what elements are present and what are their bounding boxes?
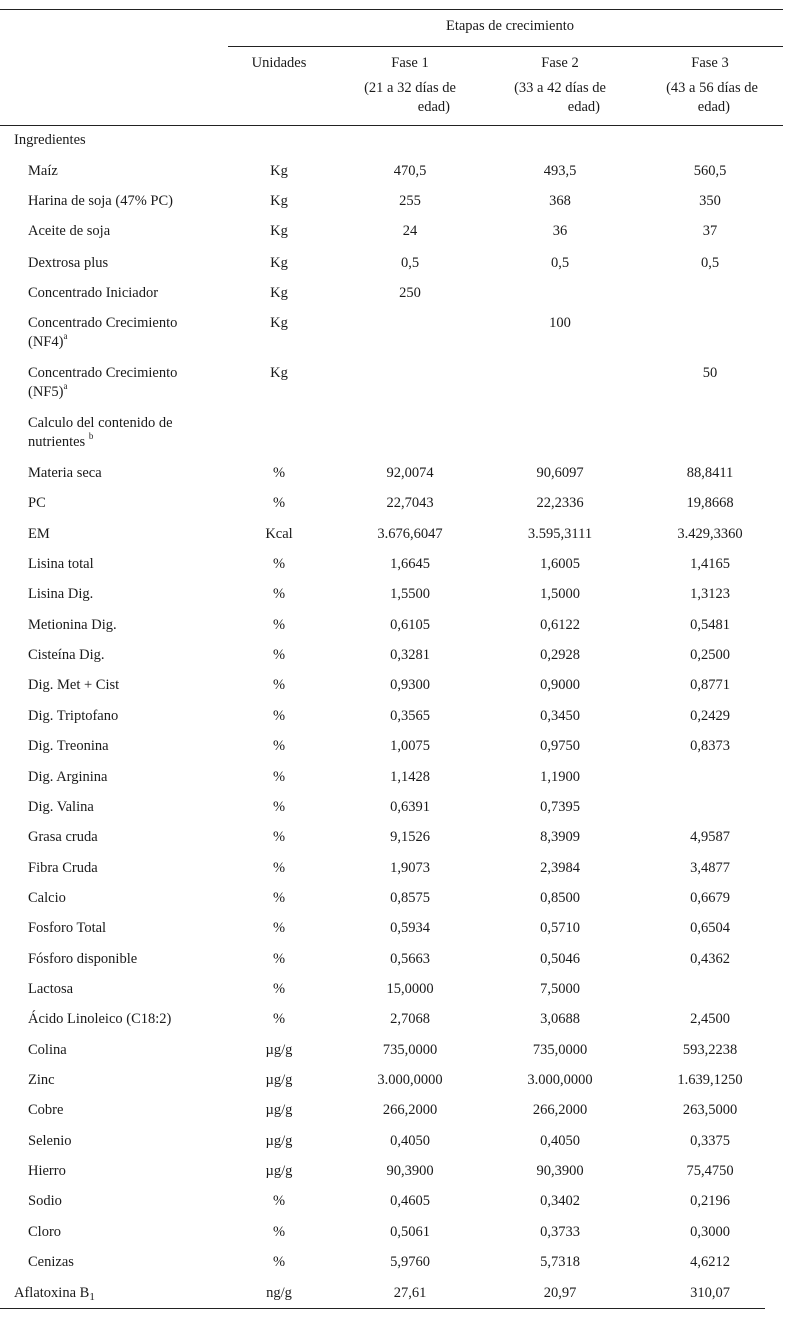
nutrients-row-name: Hierro xyxy=(28,1163,66,1180)
nutrients-row-phase-3: 0,2500 xyxy=(690,647,730,664)
nutrients-row-phase-1: 1,6645 xyxy=(390,556,430,573)
nutrients-row-unit: µg/g xyxy=(265,1102,293,1119)
nutrients-row-unit: % xyxy=(272,647,286,664)
nutrients-row-phase-3: 263,5000 xyxy=(682,1102,738,1119)
nutrients-row-phase-2: 1,5000 xyxy=(540,586,580,603)
nutrients-row-phase-3: 0,6679 xyxy=(690,889,730,906)
nutrients-row-phase-1: 266,2000 xyxy=(382,1102,438,1119)
nutrients-row-phase-3: 0,8373 xyxy=(690,738,730,755)
nutrients-row-name: Dig. Valina xyxy=(28,798,94,815)
nutrients-row-phase-1: 0,5663 xyxy=(390,950,430,967)
aflatoxin-name: Aflatoxina $B_1$ xyxy=(14,1285,95,1303)
nutrients-row-unit: µg/g xyxy=(265,1163,293,1180)
nutrients-row-unit: Kcal xyxy=(265,525,293,542)
phase-1-range-cont: edad) xyxy=(417,99,450,115)
ingredients-row-name: Concentrado Iniciador xyxy=(28,285,159,301)
growth-stages-title: Etapas de crecimiento xyxy=(445,18,575,34)
nutrients-row-unit: % xyxy=(272,1223,286,1240)
concentrate-nf4-phase-2: 100 xyxy=(549,315,571,331)
phase-3-header: Fase 3 xyxy=(691,55,729,71)
nutrients-row-phase-3: 593,2238 xyxy=(682,1041,738,1058)
nutrients-row-phase-2: 0,3450 xyxy=(540,707,580,724)
nutrients-row-phase-3: 0,5481 xyxy=(690,616,730,633)
nutrients-row-name: Calcio xyxy=(28,889,66,906)
nutrients-row-phase-1: 0,4050 xyxy=(390,1132,430,1149)
ingredients-row-name: Harina de soja (47% PC) xyxy=(28,193,173,209)
nutrients-row-phase-2: 2,3984 xyxy=(540,859,580,876)
ingredients-row-phase-3: 350 xyxy=(699,193,721,209)
units-header: Unidades xyxy=(251,55,307,71)
nutrients-row-phase-2: 0,7395 xyxy=(540,798,580,815)
ingredients-row-phase-2: 36 xyxy=(552,223,568,239)
phase-2-header: Fase 2 xyxy=(541,55,579,71)
nutrients-row-phase-3: 75,4750 xyxy=(686,1163,734,1180)
phase-3-range: (43 a 56 días de xyxy=(666,80,758,96)
nutrients-row-unit: % xyxy=(272,798,286,815)
nutrients-row-unit: % xyxy=(272,465,286,481)
nutrients-row-phase-2: 0,4050 xyxy=(540,1132,580,1149)
nutrients-row-phase-1: 90,3900 xyxy=(386,1163,434,1180)
nutrients-row-phase-3: 88,8411 xyxy=(686,465,734,481)
nutrients-row-phase-2: 7,5000 xyxy=(540,980,580,997)
nutrients-row-phase-2: 1,6005 xyxy=(540,556,580,573)
nutrients-row-phase-2: 3.000,0000 xyxy=(527,1072,593,1088)
nutrients-row-phase-2: 3,0688 xyxy=(540,1011,580,1028)
ingredients-row-phase-2: 493,5 xyxy=(543,163,577,179)
nutrients-row-phase-2: 1,1900 xyxy=(540,768,580,785)
nutrients-row-name: Dig. Met + Cist xyxy=(28,677,120,694)
nutrients-row-phase-1: 3.000,0000 xyxy=(377,1072,443,1088)
nutrients-row-name: Ácido Linoleico (C18:2) xyxy=(28,1011,172,1028)
nutrients-row-phase-2: 0,3402 xyxy=(540,1193,580,1210)
ingredients-row-phase-1: 250 xyxy=(399,285,421,301)
ingredients-row-phase-1: 255 xyxy=(399,193,421,209)
nutrients-row-name: Cobre xyxy=(28,1102,64,1119)
nutrients-row-name: Fibra Cruda xyxy=(28,859,98,876)
nutrients-row-unit: % xyxy=(272,707,286,724)
nutrients-row-phase-3: 4,9587 xyxy=(690,829,730,846)
nutrients-row-phase-1: 9,1526 xyxy=(390,829,430,846)
nutrients-row-phase-1: 22,7043 xyxy=(386,495,434,512)
ingredients-row-phase-3: 560,5 xyxy=(693,163,727,179)
nutrients-row-phase-2: 0,3733 xyxy=(540,1223,580,1240)
nutrients-row-name: Lisina total xyxy=(28,556,94,573)
nutrients-row-phase-2: 0,5710 xyxy=(540,920,580,937)
nutrients-row-phase-2: 735,0000 xyxy=(532,1041,588,1058)
nutrients-row-phase-2: 90,6097 xyxy=(536,465,584,481)
nutrients-row-phase-2: 0,2928 xyxy=(540,647,580,664)
nutrients-row-phase-2: 0,8500 xyxy=(540,889,580,906)
nutrients-row-name: Metionina Dig. xyxy=(28,616,117,633)
aflatoxin-phase-1: 27,61 xyxy=(393,1285,427,1301)
nutrients-row-unit: % xyxy=(272,1254,286,1271)
nutrients-row-name: Fósforo disponible xyxy=(28,950,138,967)
aflatoxin-unit: ng/g xyxy=(266,1285,292,1301)
group-rule xyxy=(228,46,783,47)
nutrients-row-phase-1: 0,9300 xyxy=(390,677,430,694)
nutrients-row-unit: % xyxy=(272,738,286,755)
nutrients-row-unit: % xyxy=(272,677,286,694)
ingredients-row-unit: Kg xyxy=(270,223,288,239)
aflatoxin-phase-3: 310,07 xyxy=(690,1285,730,1301)
nutrients-row-phase-3: 0,6504 xyxy=(690,920,730,937)
nutrients-row-phase-1: 735,0000 xyxy=(382,1041,438,1058)
phase-2-range-cont: edad) xyxy=(567,99,600,115)
nutrients-row-unit: µg/g xyxy=(265,1072,293,1088)
nutrients-row-phase-2: 0,6122 xyxy=(540,616,580,633)
nutrients-row-unit: µg/g xyxy=(265,1041,293,1058)
nutrients-row-phase-1: 0,5934 xyxy=(390,920,430,937)
concentrate-nf4-name: Concentrado Crecimiento $(NF4)^a$ xyxy=(28,315,178,350)
nutrients-row-unit: % xyxy=(272,1011,286,1028)
nutrients-row-name: EM xyxy=(28,525,50,542)
nutrients-row-unit: % xyxy=(272,768,286,785)
nutrients-row-phase-3: 0,3000 xyxy=(690,1223,730,1240)
ingredients-row-unit: Kg xyxy=(270,193,288,209)
nutrients-row-phase-1: 2,7068 xyxy=(390,1011,430,1028)
concentrate-nf5-phase-3: 50 xyxy=(702,365,718,381)
nutrients-row-name: Colina xyxy=(28,1041,67,1058)
nutrients-row-phase-3: 4,6212 xyxy=(690,1254,730,1271)
nutrients-row-phase-3: 3,4877 xyxy=(690,859,730,876)
nutrients-row-phase-1: 0,3565 xyxy=(390,707,430,724)
aflatoxin-phase-2: 20,97 xyxy=(543,1285,577,1301)
nutrients-row-phase-2: 8,3909 xyxy=(540,829,580,846)
ingredients-section-label: Ingredientes xyxy=(14,132,86,148)
nutrients-row-phase-2: 90,3900 xyxy=(536,1163,584,1180)
nutrients-row-unit: % xyxy=(272,586,286,603)
nutrients-section-label: Calculo del contenido de nutrientes $^b$ xyxy=(28,415,173,450)
phase-3-range-cont: edad) xyxy=(697,99,730,115)
nutrients-row-phase-1: 0,6105 xyxy=(390,616,430,633)
nutrients-row-phase-1: 15,0000 xyxy=(386,980,434,997)
nutrients-row-phase-1: 0,5061 xyxy=(390,1223,430,1240)
ingredients-row-phase-2: 368 xyxy=(549,193,571,209)
nutrients-row-phase-3: 2,4500 xyxy=(690,1011,730,1028)
nutrients-row-name: Dig. Treonina xyxy=(28,738,109,755)
ingredients-row-name: Dextrosa plus xyxy=(28,255,109,271)
nutrients-row-name: Grasa cruda xyxy=(28,829,98,846)
nutrients-row-unit: % xyxy=(272,859,286,876)
nutrients-row-phase-1: 0,3281 xyxy=(390,647,430,664)
nutrients-row-phase-1: 1,9073 xyxy=(390,859,430,876)
bottom-rule xyxy=(0,1308,765,1309)
nutrients-row-phase-2: 0,9000 xyxy=(540,677,580,694)
ingredients-row-unit: Kg xyxy=(270,255,288,271)
nutrients-row-name: Sodio xyxy=(28,1193,62,1210)
ingredients-row-phase-1: 470,5 xyxy=(393,163,427,179)
nutrients-row-phase-1: 5,9760 xyxy=(390,1254,430,1271)
nutrients-row-unit: % xyxy=(272,889,286,906)
nutrients-row-name: Fosforo Total xyxy=(28,920,107,937)
nutrients-row-phase-1: 1,1428 xyxy=(390,768,430,785)
nutrients-row-name: Cloro xyxy=(28,1223,62,1240)
nutrients-row-name: Cisteína Dig. xyxy=(28,647,105,664)
nutrients-row-phase-1: 0,4605 xyxy=(390,1193,430,1210)
nutrients-row-phase-3: 1.639,1250 xyxy=(677,1072,743,1088)
nutrients-row-unit: % xyxy=(272,1193,286,1210)
nutrients-row-unit: % xyxy=(272,495,286,512)
nutrients-row-unit: % xyxy=(272,556,286,573)
nutrients-row-phase-1: 92,0074 xyxy=(386,465,434,481)
ingredients-row-phase-1: 24 xyxy=(402,223,418,239)
nutrients-row-phase-3: 1,4165 xyxy=(690,556,730,573)
ingredients-row-phase-3: 0,5 xyxy=(700,255,720,271)
nutrients-row-phase-1: 3.676,6047 xyxy=(377,525,443,542)
nutrients-row-phase-2: 3.595,3111 xyxy=(527,525,593,542)
ingredients-row-phase-3: 37 xyxy=(702,223,718,239)
nutrients-row-name: Dig. Triptofano xyxy=(28,707,119,724)
nutrients-row-unit: µg/g xyxy=(265,1132,293,1149)
nutrients-row-phase-2: 22,2336 xyxy=(536,495,584,512)
nutrients-row-phase-3: 19,8668 xyxy=(686,495,734,512)
nutrients-row-name: Zinc xyxy=(28,1072,55,1088)
nutrients-row-name: PC xyxy=(28,495,46,512)
nutrients-row-name: Lactosa xyxy=(28,980,74,997)
ingredients-row-unit: Kg xyxy=(270,163,288,179)
ingredients-row-name: Aceite de soja xyxy=(28,223,111,239)
nutrients-row-phase-3: 0,4362 xyxy=(690,950,730,967)
concentrate-nf5-unit: Kg xyxy=(270,365,288,381)
nutrients-row-phase-3: 0,8771 xyxy=(690,677,730,694)
nutrients-row-phase-2: 0,9750 xyxy=(540,738,580,755)
phase-1-header: Fase 1 xyxy=(391,55,429,71)
nutrients-row-unit: % xyxy=(272,950,286,967)
concentrate-nf4-unit: Kg xyxy=(270,315,288,331)
header-bottom-rule xyxy=(0,125,783,126)
phase-1-range: (21 a 32 días de xyxy=(364,80,456,96)
phase-2-range: (33 a 42 días de xyxy=(514,80,606,96)
nutrients-row-phase-1: 0,6391 xyxy=(390,798,430,815)
nutrients-row-phase-3: 3.429,3360 xyxy=(677,525,743,542)
nutrients-row-phase-1: 0,8575 xyxy=(390,889,430,906)
nutrients-row-phase-3: 0,2429 xyxy=(690,707,730,724)
ingredients-row-phase-2: 0,5 xyxy=(550,255,570,271)
nutrients-row-unit: % xyxy=(272,920,286,937)
nutrients-row-phase-3: 1,3123 xyxy=(690,586,730,603)
nutrients-row-phase-1: 1,5500 xyxy=(390,586,430,603)
nutrients-row-unit: % xyxy=(272,980,286,997)
nutrients-row-phase-1: 1,0075 xyxy=(390,738,430,755)
nutrients-row-unit: % xyxy=(272,829,286,846)
nutrients-row-name: Lisina Dig. xyxy=(28,586,94,603)
concentrate-nf5-name: Concentrado Crecimiento $(NF5)^a$ xyxy=(28,365,178,400)
top-rule xyxy=(0,9,783,10)
nutrients-row-name: Selenio xyxy=(28,1132,72,1149)
ingredients-row-unit: Kg xyxy=(270,285,288,301)
ingredients-row-phase-1: 0,5 xyxy=(400,255,420,271)
nutrients-row-phase-3: 0,2196 xyxy=(690,1193,730,1210)
nutrients-row-name: Dig. Arginina xyxy=(28,768,108,785)
nutrients-row-unit: % xyxy=(272,616,286,633)
nutrients-row-phase-2: 266,2000 xyxy=(532,1102,588,1119)
nutrients-row-phase-3: 0,3375 xyxy=(690,1132,730,1149)
nutrients-row-phase-2: 0,5046 xyxy=(540,950,580,967)
nutrients-row-name: Materia seca xyxy=(28,465,102,481)
ingredients-row-name: Maíz xyxy=(28,163,58,179)
nutrients-row-phase-2: 5,7318 xyxy=(540,1254,580,1271)
nutrients-row-name: Cenizas xyxy=(28,1254,74,1271)
